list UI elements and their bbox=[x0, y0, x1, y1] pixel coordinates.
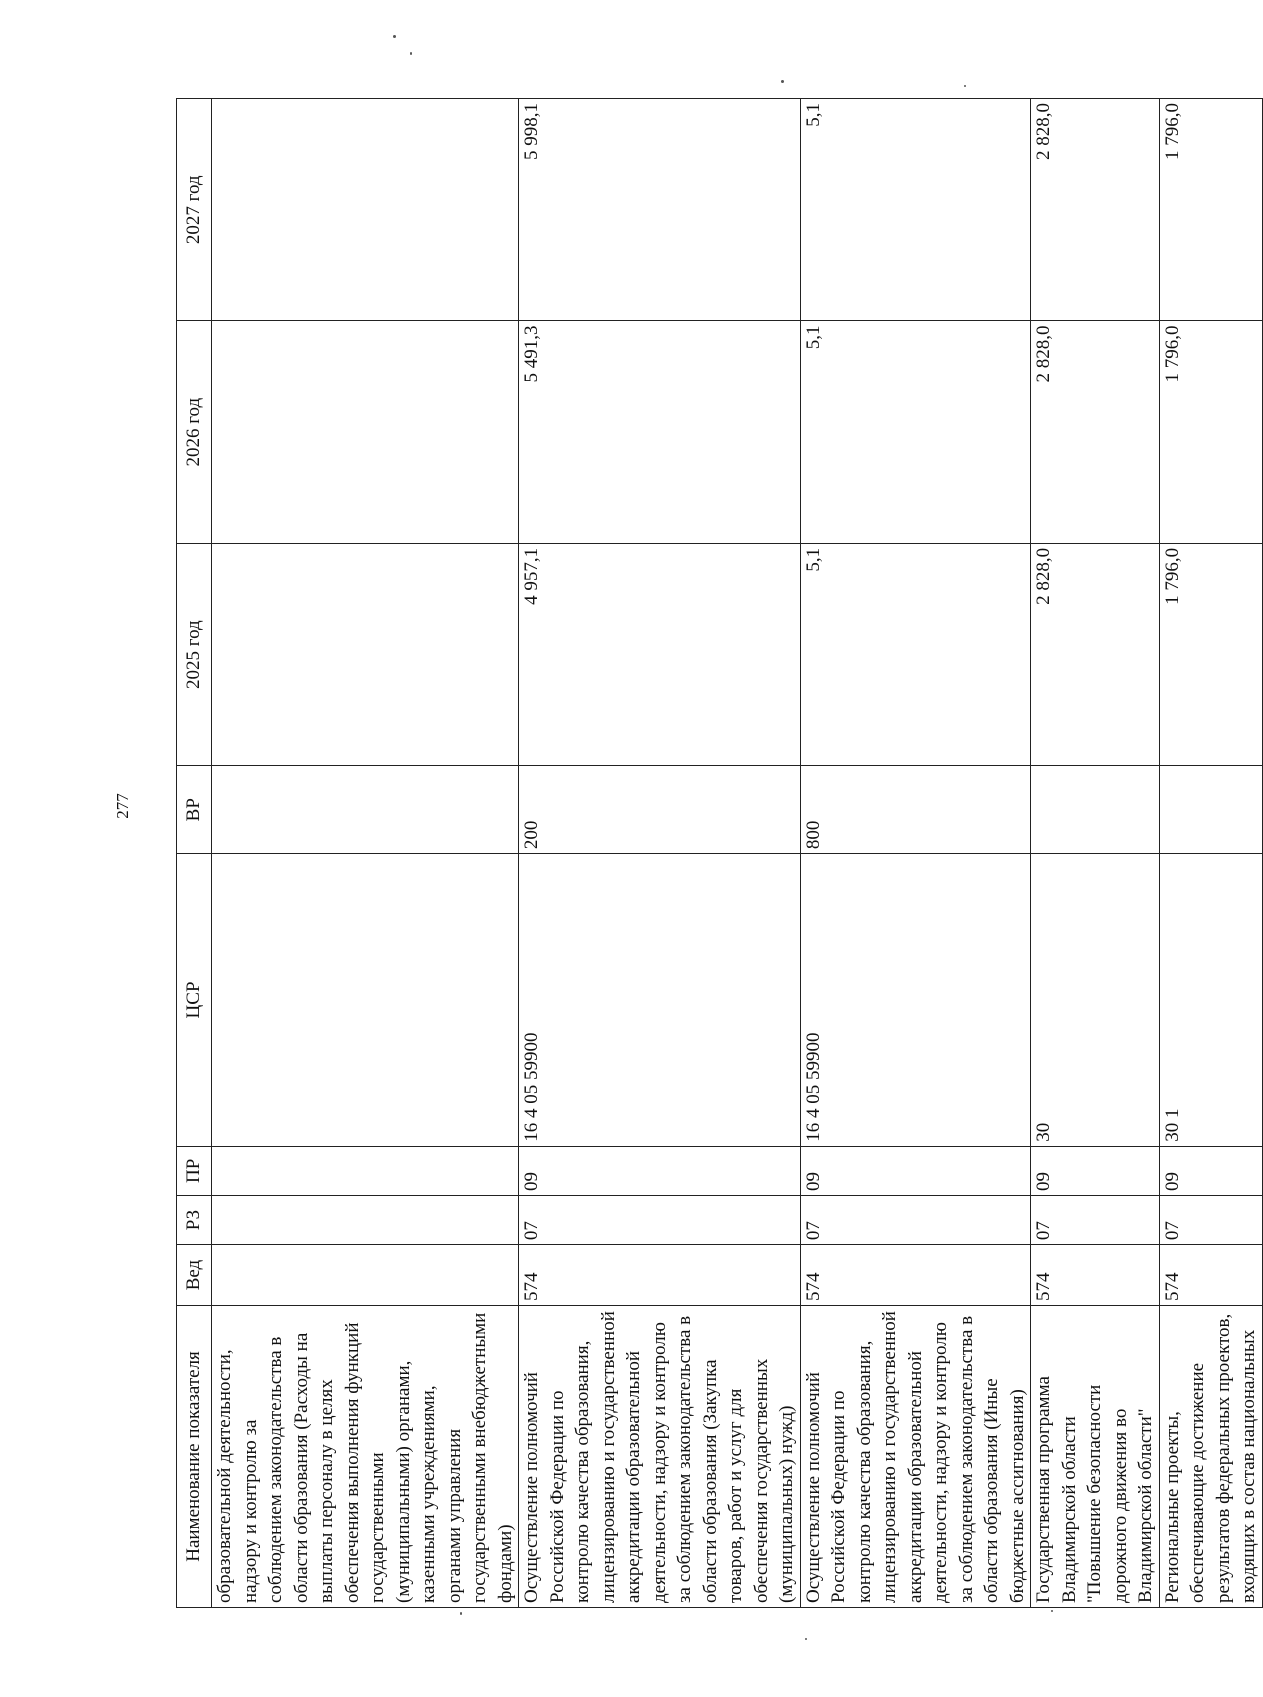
cell-rz: 07 bbox=[1159, 1195, 1262, 1244]
cell-2027: 5 998,1 bbox=[519, 99, 801, 321]
cell-csr: 16 4 05 59900 bbox=[800, 854, 1031, 1147]
cell-rz: 07 bbox=[1031, 1195, 1160, 1244]
scan-speck bbox=[410, 52, 412, 55]
table-row bbox=[1031, 99, 1160, 1608]
cell-ved: 574 bbox=[800, 1245, 1031, 1306]
scan-speck bbox=[781, 80, 784, 83]
header-name: Наименование показателя bbox=[177, 1305, 212, 1607]
cell-2027: 1 796,0 bbox=[1159, 99, 1262, 321]
cell-vr bbox=[1031, 766, 1160, 854]
cell-2025: 2 828,0 bbox=[1031, 543, 1160, 765]
cell-2026 bbox=[212, 321, 519, 543]
cell-2027 bbox=[212, 99, 519, 321]
cell-ved: 574 bbox=[1159, 1245, 1262, 1306]
cell-2026: 5,1 bbox=[800, 321, 1031, 543]
cell-name: Государственная программа Владимирской области "Повышение безопасности дорожного движения во Владимирской области" bbox=[1031, 1305, 1160, 1607]
cell-name: Осуществление полномочий Российской Федерации по контролю качества образования, лицензированию и государственной аккредитации образовательной деятельности, надзору и контролю за соблюдением законодательства в области образования (Иные бюджетные ассигнования) bbox=[800, 1305, 1031, 1607]
cell-2025: 1 796,0 bbox=[1159, 543, 1262, 765]
table-row bbox=[212, 99, 519, 1608]
cell-pr: 09 bbox=[1031, 1146, 1160, 1195]
cell-rz bbox=[212, 1195, 519, 1244]
cell-pr: 09 bbox=[519, 1146, 801, 1195]
table-row bbox=[519, 99, 801, 1608]
cell-csr: 16 4 05 59900 bbox=[519, 854, 801, 1147]
scan-speck bbox=[393, 35, 396, 38]
scan-speck bbox=[805, 1638, 807, 1640]
cell-pr: 09 bbox=[800, 1146, 1031, 1195]
cell-name: Осуществление полномочий Российской Федерации по контролю качества образования, лицензированию и государственной аккредитации образовательной деятельности, надзору и контролю за соблюдением законодательства в области образования (Закупка товаров, работ и услуг для обеспечения государственных (муниципальных) нужд) bbox=[519, 1305, 801, 1607]
header-2026: 2026 год bbox=[177, 321, 212, 543]
header-csr: ЦСР bbox=[177, 854, 212, 1147]
cell-vr: 800 bbox=[800, 766, 1031, 854]
cell-ved bbox=[212, 1245, 519, 1306]
cell-rz: 07 bbox=[519, 1195, 801, 1244]
page-number: 277 bbox=[113, 793, 132, 819]
cell-rz: 07 bbox=[800, 1195, 1031, 1244]
cell-pr: 09 bbox=[1159, 1146, 1262, 1195]
cell-vr: 200 bbox=[519, 766, 801, 854]
table-row bbox=[1159, 99, 1262, 1608]
header-2025: 2025 год bbox=[177, 543, 212, 765]
cell-csr: 30 1 bbox=[1159, 854, 1262, 1147]
header-ved: Вед bbox=[177, 1245, 212, 1306]
header-pr: ПР bbox=[177, 1146, 212, 1195]
header-rz: РЗ bbox=[177, 1195, 212, 1244]
cell-ved: 574 bbox=[1031, 1245, 1160, 1306]
cell-ved: 574 bbox=[519, 1245, 801, 1306]
cell-2025: 5,1 bbox=[800, 543, 1031, 765]
cell-2026: 5 491,3 bbox=[519, 321, 801, 543]
cell-name: образовательной деятельности, надзору и контролю за соблюдением законодательства в области образования (Расходы на выплаты персоналу в целях обеспечения выполнения функций государственными (муниципальными) органами, казенными учреждениями, органами управления государственными внебюджетными фондами) bbox=[212, 1305, 519, 1607]
header-2027: 2027 год bbox=[177, 99, 212, 321]
cell-csr bbox=[212, 854, 519, 1147]
table-header-row bbox=[177, 99, 212, 1608]
scan-speck bbox=[460, 1612, 462, 1615]
header-vr: ВР bbox=[177, 766, 212, 854]
cell-2025: 4 957,1 bbox=[519, 543, 801, 765]
cell-2025 bbox=[212, 543, 519, 765]
table-row bbox=[800, 99, 1031, 1608]
cell-csr: 30 bbox=[1031, 854, 1160, 1147]
budget-table bbox=[176, 98, 1263, 1608]
cell-2026: 2 828,0 bbox=[1031, 321, 1160, 543]
scan-speck bbox=[964, 85, 966, 87]
cell-2027: 5,1 bbox=[800, 99, 1031, 321]
cell-vr bbox=[1159, 766, 1262, 854]
cell-2027: 2 828,0 bbox=[1031, 99, 1160, 321]
cell-vr bbox=[212, 766, 519, 854]
scan-speck bbox=[1051, 1610, 1053, 1612]
cell-pr bbox=[212, 1146, 519, 1195]
cell-2026: 1 796,0 bbox=[1159, 321, 1262, 543]
budget-table-container bbox=[176, 98, 1259, 1608]
cell-name: Региональные проекты, обеспечивающие достижение результатов федеральных проектов, входящих в состав национальных bbox=[1159, 1305, 1262, 1607]
